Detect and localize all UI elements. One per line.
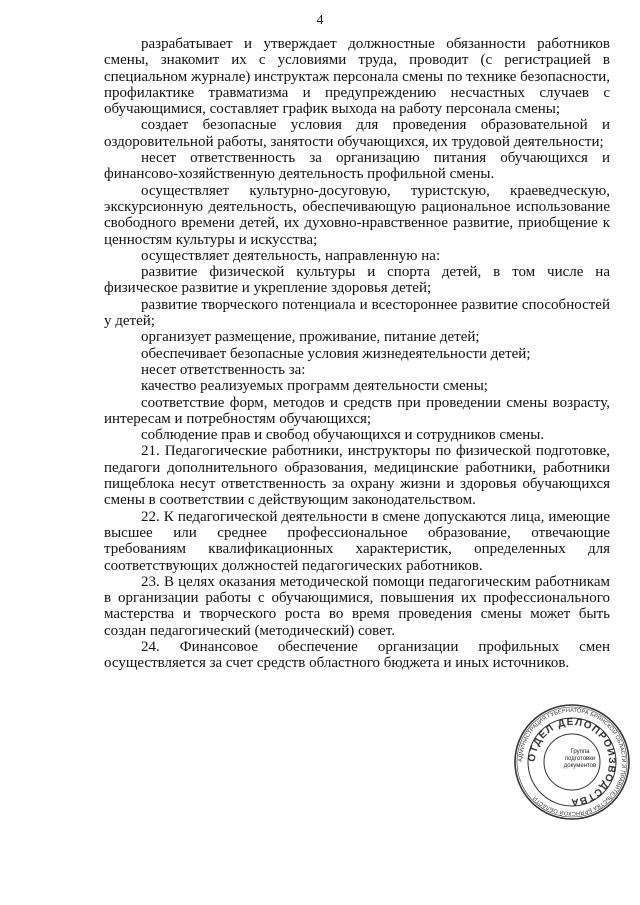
paragraph: разрабатывает и утверждает должностные обязанности работников смены, знакомит их с условиями труда, проводит (с регистрацией в специальном журнале) инструктаж персонала смены по технике безопасности, профилактике травматизма и предупреждению несчастных случаев с обучающимися, составляет график выхода на работу персонала смены;: [104, 36, 610, 118]
page-number: 4: [316, 13, 324, 28]
official-stamp: [512, 702, 632, 822]
paragraph: качество реализуемых программ деятельности смены;: [141, 378, 488, 395]
paragraph: несет ответственность за:: [141, 361, 306, 378]
paragraph: соблюдение прав и свобод обучающихся и сотрудников смены.: [141, 427, 545, 444]
document-body: [104, 36, 610, 672]
clause-23: 23. В целях оказания методической помощи педагогическим работникам в организации работы с обучающимися, повышения их профессионального мастерства и творческого роста во время проведения смены может быть создан педагогический (методический) совет.: [104, 573, 610, 639]
paragraph: соответствие форм, методов и средств при проведении смены возрасту, интересам и потребностям обучающихся;: [104, 394, 610, 427]
paragraph: осуществляет культурно-досуговую, туристскую, краеведческую, экскурсионную деятельность, обеспечивающую рациональное использование свободного времени детей, их духовно-нравственное развитие, приобщение к ценностям культуры и искусства;: [104, 182, 610, 248]
stamp-inner-text: ОТДЕЛ ДЕЛОПРОИЗВОДСТВА: [526, 716, 618, 808]
paragraph: несет ответственность за организацию питания обучающихся и финансово-хозяйственную деятельность профильной смены.: [104, 150, 610, 183]
stamp-center-text: Группа подготовки документов: [563, 749, 597, 769]
paragraph: развитие творческого потенциала и всестороннее развитие способностей у детей;: [104, 296, 610, 330]
clause-22: 22. К педагогической деятельности в смене допускаются лица, имеющие высшее или среднее профессиональное образование, отвечающие требованиям квалификационных характеристик, определенных для соответствующих должностей педагогических работников.: [104, 508, 610, 574]
paragraph: обеспечивает безопасные условия жизнедеятельности детей;: [141, 345, 531, 362]
clause-24: 24. Финансовое обеспечение организации профильных смен осуществляется за счет средств областного бюджета и иных источников.: [104, 638, 610, 672]
paragraph: осуществляет деятельность, направленную на:: [141, 247, 441, 264]
paragraph: развитие физической культуры и спорта детей, в том числе на физическое развитие и укрепление здоровья детей;: [104, 264, 610, 297]
clause-21: 21. Педагогические работники, инструкторы по физической подготовке, педагоги дополнительного образования, медицинские работники, работники пищеблока несут ответственность за охрану жизни и здоровья обучающихся смены в соответствии с действующим законодательством.: [104, 443, 610, 509]
paragraph: организует размещение, проживание, питание детей;: [141, 329, 480, 346]
stamp-outer-text: АДМИНИСТРАЦИЯ ГУБЕРНАТОРА БРЯНСКОЙ ОБЛАСТИ И ПРАВИТЕЛЬСТВА БРЯНСКОЙ ОБЛАСТИ: [517, 707, 627, 817]
paragraph: создает безопасные условия для проведения образовательной и оздоровительной работы, занятости обучающихся, их трудовой деятельности;: [104, 117, 610, 150]
